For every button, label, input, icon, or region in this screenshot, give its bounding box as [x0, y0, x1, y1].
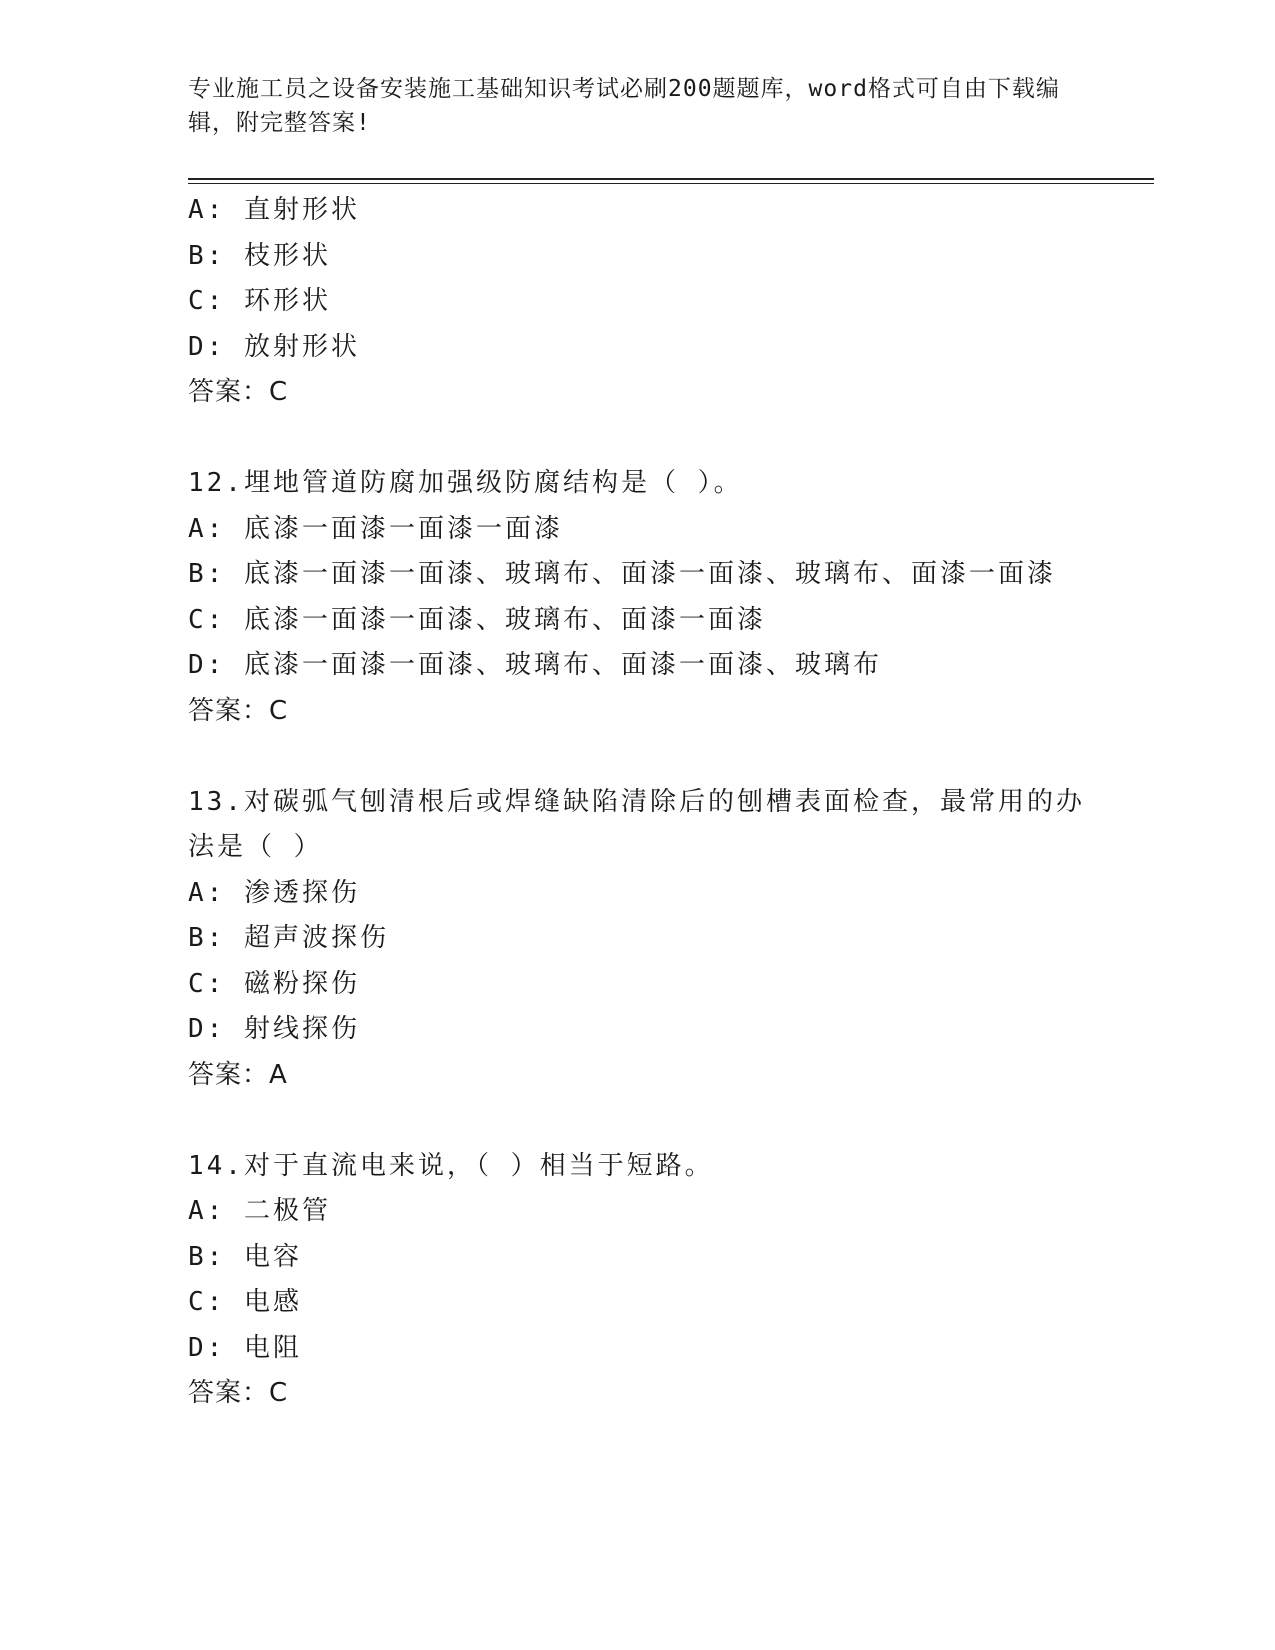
- option-c: C: 环形状: [188, 286, 331, 316]
- question-12: [188, 461, 1088, 734]
- question-stem-line-1: 13.对碳弧气刨清根后或焊缝缺陷清除后的刨槽表面检查，最常用的办: [188, 786, 1085, 817]
- question-13: [188, 780, 1088, 1099]
- header-title: 专业施工员之设备安装施工基础知识考试必刷200题题库，word格式可自由下载编辑，附完整答案!: [188, 76, 1060, 136]
- option-a: A: 直射形状: [188, 195, 360, 225]
- question-spacer: [188, 734, 1088, 780]
- answer-line: 答案：C: [188, 695, 289, 726]
- option-a: A: 底漆一面漆一面漆一面漆: [188, 513, 563, 544]
- option-b: B: 底漆一面漆一面漆、玻璃布、面漆一面漆、玻璃布、面漆一面漆: [188, 559, 1056, 589]
- question-11-continued: [188, 188, 1088, 416]
- option-b: B: 枝形状: [188, 240, 331, 271]
- header-divider-thick: [188, 178, 1154, 180]
- option-d: D: 放射形状: [188, 331, 360, 362]
- option-b: B: 电容: [188, 1241, 302, 1272]
- option-a: A: 渗透探伤: [188, 877, 360, 908]
- document-header: [188, 72, 1088, 140]
- option-d: D: 电阻: [188, 1332, 302, 1363]
- option-b: B: 超声波探伤: [188, 923, 389, 953]
- question-list: [188, 188, 1088, 1417]
- option-c: C: 磁粉探伤: [188, 968, 360, 999]
- answer-line: 答案：C: [188, 1378, 289, 1408]
- question-stem: 12.埋地管道防腐加强级防腐结构是（ ）。: [188, 468, 743, 498]
- question-14: [188, 1144, 1088, 1417]
- question-spacer: [188, 1098, 1088, 1144]
- question-spacer: [188, 416, 1088, 462]
- answer-line: 答案：A: [188, 1059, 288, 1090]
- option-d: D: 底漆一面漆一面漆、玻璃布、面漆一面漆、玻璃布: [188, 650, 882, 680]
- option-c: C: 底漆一面漆一面漆、玻璃布、面漆一面漆: [188, 604, 766, 635]
- question-stem-line-2: 法是（ ）: [188, 832, 323, 862]
- answer-line: 答案：C: [188, 377, 289, 407]
- header-divider-thin: [188, 183, 1154, 184]
- option-d: D: 射线探伤: [188, 1014, 360, 1044]
- question-stem: 14.对于直流电来说，（ ）相当于短路。: [188, 1150, 714, 1181]
- option-a: A: 二极管: [188, 1196, 331, 1226]
- option-c: C: 电感: [188, 1287, 302, 1317]
